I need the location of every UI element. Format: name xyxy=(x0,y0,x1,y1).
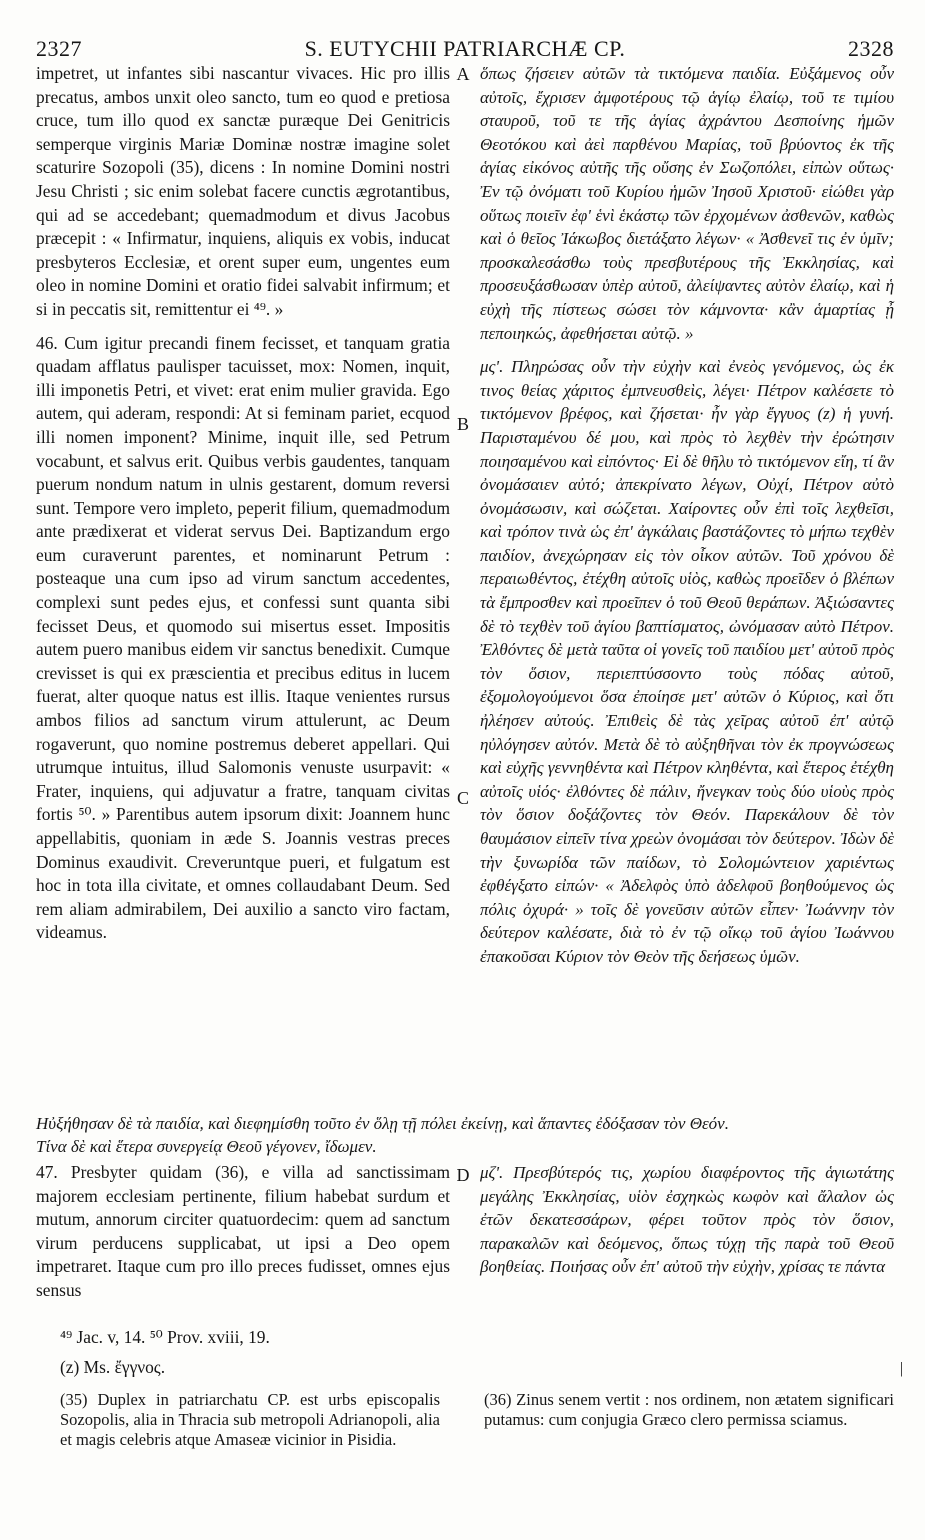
section-marker-c: C xyxy=(456,788,469,808)
endnote-36: (36) Zinus senem vertit : nos ordinem, non ætatem significari putamus: cum conjugia Græco clero permissa sciamus. xyxy=(484,1390,894,1429)
margin-mark: | xyxy=(900,1360,904,1377)
latin-column-lower xyxy=(36,1161,450,1303)
spanning-greek-line-1: Ηὐξήθησαν δὲ τὰ παιδία, καὶ διεφημίσθη τοῦτο ἐν ὅλῃ τῇ πόλει ἐκείνῃ, καὶ ἅπαντες ἐδόξασαν τὸν Θεόν. xyxy=(36,1114,729,1133)
latin-paragraph-47: 47. Presbyter quidam (36), e villa ad sanctissimam majorem ecclesiam pertinente, filium habebat surdum et mutum, annorum circiter quatuordecim: quem ad sanctum virum perducens supplicabat, ut ipsi a Deo opem impetraret. Itaque cum pro illo preces fudisset, omnes ejus sensus xyxy=(36,1162,450,1300)
greek-column-lower xyxy=(480,1161,894,1279)
section-marker-a: A xyxy=(456,64,470,84)
latin-paragraph-46: 46. Cum igitur precandi finem fecisset, et tanquam gratia quadam afflatus paulisper tacuisset, mox: Nomen, inquit, illi imponetis Petri, et vivet: erat enim mulier gravida. Ego autem, qui aderam, respondi: At si feminam pariet, ecquod illi nomen imponent? Minime, inquit ille, sed Petrum vocabunt, et salvus erit. Quibus verbis gaudentes, tanquam puerum nondum natum in ulnis gestarent, domum reversi sunt. Tempore vero impleto, peperit filium, quemadmodum ante prædixerat et viderat servus Dei. Baptizandum ergo eum curaverunt parentes, et nominarunt Petrum : posteaque una cum ipso ad virum sanctum accedentes, complexi sunt pedes ejus, et confessi sunt quanta sibi fecisset Deus, et quomodo sui misertus esset. Impositis autem puero manibus eidem vir sanctus benedixit. Cumque crevisset is qui ex præscientia et precibus editus in lucem fuerat, alter quoque natus est illis. Itaque venientes rursus ambos filios ad sanctum virum attulerunt, ac Deum rogaverunt, quo nomine postremus deberet appellari. Qui utrumque intuitus, illud Salomonis venuste usurpavit: « Frater, inquiens, qui adjuvatur a fratre, tanquam civitas fortis ⁵⁰. » Parentibus autem ipsorum dixit: Joannem hunc appellabitis, quoniam in æde S. Joannis vestras preces Dominus exaudivit. Creveruntque pueri, et fulgatum est hoc in tota illa civitate, et omnes collaudabant Deum. Sed rem aliam admirabilem, Dei auxilio a sancto viro factam, videamus. xyxy=(36,332,450,943)
page-number-left: 2327 xyxy=(36,36,82,61)
running-title: S. EUTYCHII PATRIARCHÆ CP. xyxy=(304,36,626,61)
running-header xyxy=(36,34,894,64)
greek-paragraph-45: ὅπως ζήσειεν αὐτῶν τὰ τικτόμενα παιδία. Εὐξάμενος οὖν αὐτοῖς, ἔχρισεν ἀμφοτέρους τῷ ἁγίῳ ἐλαίῳ, τοῦ τε τιμίου σταυροῦ, τοῦ τε τῆς ἁγίας ἀχράντου Δεσποίνης ἡμῶν Θεοτόκου καὶ ἀεὶ παρθένου Μαρίας, τοῦ βρύοντος ἐκ τῆς ἁγίας εἰκόνος αὐτῆς τῆς οὔσης ἐν Σωζοπόλει, εἰπὼν οὕτως· Ἐν τῷ ὀνόματι τοῦ Κυρίου ἡμῶν Ἰησοῦ Χριστοῦ· εἰώθει γὰρ οὕτως ποιεῖν ἐφ' ἑνὶ ἑκάστῳ τῶν ἐρχομένων ἀσθενῶν, καθὼς καὶ ὁ θεῖος Ἰάκωβος διετάξατο λέγων· « Ἀσθενεῖ τις ἐν ὑμῖν; προσκαλεσάσθω τοὺς πρεσβυτέρους τῆς Ἐκκλησίας, καὶ προσευξάσθωσαν ὑπὲρ αὐτοῦ, ἀλείψαντες αὐτὸν ἐλαίῳ, καὶ ἡ εὐχὴ τῆς πίστεως σώσει τὸν κάμνοντα· κἂν ἁμαρτίας ᾖ πεποιηκώς, ἀφεθήσεται αὐτῷ. » xyxy=(480,64,894,343)
section-marker-b: B xyxy=(456,414,469,434)
scripture-references: ⁴⁹ Jac. v, 14. ⁵⁰ Prov. xviii, 19. xyxy=(60,1327,270,1347)
greek-column-upper xyxy=(480,62,894,969)
manuscript-variant-note: (z) Ms. ἔγγνος. xyxy=(60,1357,166,1377)
greek-paragraph-47: μζ'. Πρεσβύτερός τις, χωρίου διαφέροντος τῆς ἁγιωτάτης μεγάλης Ἐκκλησίας, υἱὸν ἐσχηκὼς κωφὸν καὶ ἄλαλον ὡς ἐτῶν δεκατεσσάρων, φέρει τοῦτον πρὸς τὸν ὅσιον, παρακαλῶν καὶ δεόμενος, ὅπως τύχῃ τῆς παρὰ τοῦ Θεοῦ βοηθείας. Ποιήσας οὖν ἐπ' αὐτοῦ τὴν εὐχὴν, χρίσας τε πάντα xyxy=(480,1163,894,1277)
section-marker-d: D xyxy=(456,1165,470,1185)
latin-column-upper xyxy=(36,62,450,945)
endnote-35: (35) Duplex in patriarchatu CP. est urbs episcopalis Sozopolis, alia in Thracia sub metropoli Adrianopoli, alia et magis celebris atque Amaseæ vicinior in Pisidia. xyxy=(60,1390,440,1449)
latin-paragraph-45: impetret, ut infantes sibi nascantur vivaces. Hic pro illis precatus, ambos unxit oleo sancto, tum eo quod e pretiosa cruce, tum illo quod ex sanctæ puræque Dei Genitricis semperque virginis Mariæ Dominæ nostræ imagine solet scaturire Sozopoli (35), dicens : In nomine Domini nostri Jesu Christi ; sic enim solebat facere cunctis ægrotantibus, qui ad se accedebant; quemadmodum et divus Jacobus præcepit : « Infirmatur, inquiens, aliquis ex vobis, inducat presbyteros Ecclesiæ, et orent super eum, ungentes eum oleo in nomine Domini et oratio fidei salvabit infirmum; et si in peccatis sit, remittentur ei ⁴⁹. » xyxy=(36,63,450,319)
spanning-greek-line-2: Τίνα δὲ καὶ ἕτερα συνεργείᾳ Θεοῦ γέγονεν, ἴδωμεν. xyxy=(36,1137,377,1156)
page-number-right: 2328 xyxy=(848,36,894,61)
greek-paragraph-46: μς'. Πληρώσας οὖν τὴν εὐχὴν καὶ ἐνεὸς γενόμενος, ὡς ἐκ τινος θείας χάριτος ἐμπνευσθεὶς, λέγει· Πέτρον καλέσετε τὸ τικτόμενον βρέφος, καὶ ζήσεται· ἦν γὰρ ἔγγυος (z) ἡ γυνή. Παρισταμένου δέ μου, καὶ πρὸς τὸ λεχθὲν τὴν ἐρώτησιν ποιησαμένου καὶ εἰπόντος· Εἰ δὲ θῆλυ τὸ τικτόμενον εἴη, τί ἂν ὀνομάσαιεν αὐτό; ἀπεκρίνατο λέγων, Οὐχί, Πέτρον αὐτὸ ὀνομάσωσιν, καὶ σώζεται. Χαίροντες οὖν ἐπὶ τοῖς λεχθεῖσι, καὶ τρόπον τινὰ ὡς ἐπ' ἀγκάλαις βαστάζοντες τὸ μήπω τεχθὲν παιδίον, ἀνεχώρησαν εἰς τὸν οἶκον αὐτῶν. Τοῦ χρόνου δὲ περαιωθέντος, ἐτέχθη αὐτοῖς υἱὸς, καθὼς προεῖδεν ὁ βλέπων τὰ ἔμπροσθεν καὶ προεῖπεν ὁ τοῦ Θεοῦ θεράπων. Ἀξιώσαντες δὲ τὸ τεχθὲν τοῦ ἁγίου βαπτίσματος, ὠνόμασαν αὐτὸ Πέτρον. Ἐλθόντες δὲ μετὰ ταῦτα οἱ γονεῖς τοῦ παιδίου μετ' αὐτοῦ πρὸς τὸν ὅσιον, περιεπτύσσοντο τοὺς πόδας αὐτοῦ, ἐξομολογούμενοι ὅσα ἐποίησε μετ' αὐτῶν ὁ Κύριος, καὶ ὅτι ἠλέησεν αὐτούς. Ἐπιθεὶς δὲ τὰς χεῖρας αὐτοῦ ἐπ' αὐτῷ ηὐλόγησεν αὐτόν. Μετὰ δὲ τὸ αὐξηθῆναι τὸν ἐκ προγνώσεως καὶ εὐχῆς γεννηθέντα καὶ Πέτρον κληθέντα, καὶ ἕτερος ἐτέχθη αὐτοῖς υἱός· ἐλθόντες δὲ πάλιν, ἤνεγκαν τοὺς δύο υἱοὺς πρὸς τὸν ὅσιον δοξάζοντες τὸν Θεόν. Παρεκάλουν δὲ τὸν θαυμάσιον εἰπεῖν τίνα χρεὼν ὀνομάσαι τὸν δεύτερον. Ἰδὼν δὲ τὴν ξυνωρίδα τῶν παίδων, τὸ Σολομώντειον χαριέντως ἐφθέγξατο εἰπών· « Ἀδελφὸς ὑπὸ ἀδελφοῦ βοηθούμενος ὡς πόλις ὀχυρά· » τοῖς δὲ γονεῦσιν αὐτῶν εἶπεν· Ἰωάννην τὸν δεύτερον καλέσατε, διὰ τὸ ἐν τῷ οἴκῳ τοῦ ἁγίου Ἰωάννου ἐπακοῦσαι Κύριον τὸν Θεὸν τῆς δεήσεως ὑμῶν. xyxy=(480,357,894,966)
